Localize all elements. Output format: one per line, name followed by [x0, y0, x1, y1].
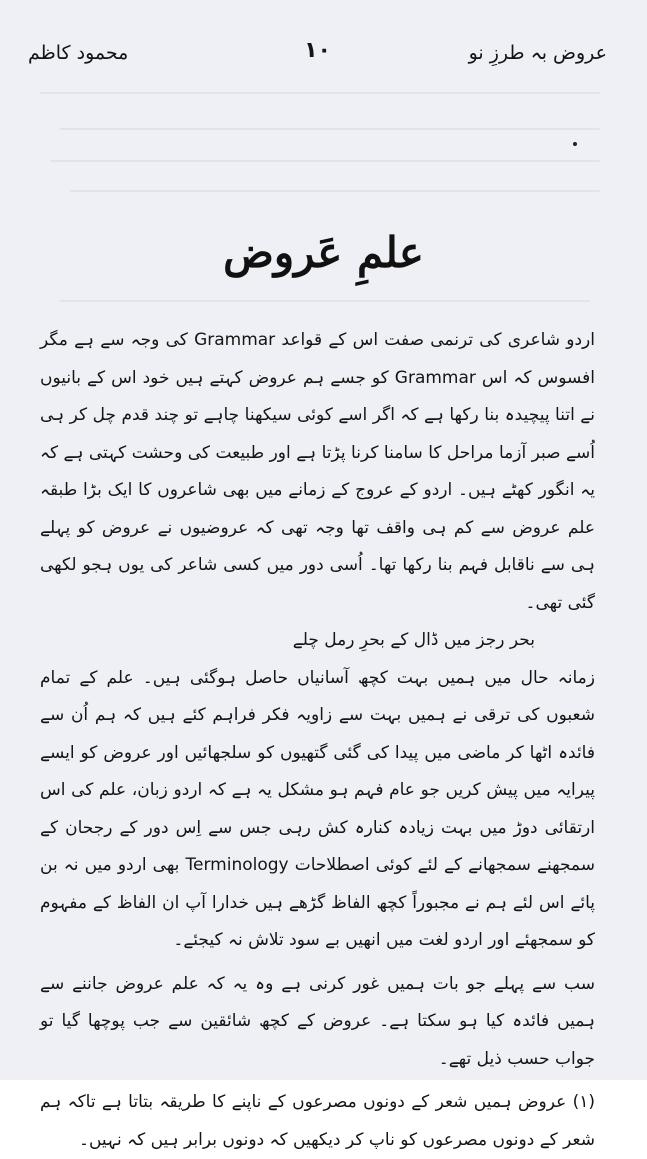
- verse-line: بحر رجز میں ڈال کے بحرِ رمل چلے: [292, 630, 535, 650]
- page-number: ۱۰: [304, 38, 331, 63]
- paragraph: سب سے پہلے جو بات ہمیں غور کرنی ہے وہ یہ کہ علم عروض جاننے سے ہمیں فائدہ کیا ہو سکتا ہے۔ عروض کے کچھ شائقین سے جب پوچھا گیا تو جواب حسب ذیل تھے۔: [40, 973, 595, 1069]
- chapter-title: علمِ عَروض: [223, 228, 424, 277]
- show-through-line: [60, 128, 600, 130]
- show-through-line: [60, 300, 590, 302]
- show-through-line: [40, 92, 600, 94]
- dot-mark: [573, 142, 577, 146]
- page-header: [28, 36, 607, 76]
- show-through-line: [50, 160, 600, 162]
- page-body: [40, 322, 595, 1159]
- paragraph: اردو شاعری کی ترنمی صفت اس کے قواعد Grammar کی وجہ سے ہے مگر افسوس کہ اس Grammar کو جسے ہم عروض کہتے ہیں خود اس کے بانیوں نے اتنا پیچیدہ بنا رکھا ہے کہ اگر اسے کوئی سیکھنا چاہے تو چند قدم چل کر ہی اُسے صبر آزما مراحل کا سامنا کرنا پڑتا ہے اور طبیعت کی وحشت کہتی ہے کہ یہ انگور کھٹے ہیں۔ اردو کے عروج کے زمانے میں بھی شاعروں کا ایک بڑا طبقہ علم عروض سے کم ہی واقف تھا وجہ تھی کہ عروضیوں نے عروض کو پہلے ہی سے ناقابل فہم بنا رکھا تھا۔ اُسی دور میں کسی شاعر کی یوں ہجو لکھی گئی تھی۔: [40, 330, 595, 613]
- book-title: عروض بہ طرزِ نو: [468, 42, 607, 64]
- paragraph: زمانہ حال میں ہمیں بہت کچھ آسانیاں حاصل ہوگئی ہیں۔ علم کے تمام شعبوں کی ترقی نے ہمیں بہت سے زاویہ فکر فراہم کئے ہیں کہ ہم اُن سے فائدہ اٹھا کر ماضی میں پیدا کی گئی گتھیوں کو سلجھائیں اور عروض کو ایسے پیرایہ میں پیش کریں جو عام فہم ہو مشکل یہ ہے کہ اردو زبان، علم کی اس ارتقائی دوڑ میں بہت زیادہ کنارہ کش رہی جس سے اِس دور کے رجحان کے سمجھنے سمجھانے کے لئے کوئی اصطلاحات Terminology بھی اردو میں نہ بن پائے اس لئے ہم نے مجبوراً کچھ الفاظ گڑھے ہیں خدارا آپ ان الفاظ کے مفہوم کو سمجھئے اور اردو لغت میں انھیں بے سود تلاش نہ کیجئے۔: [40, 667, 595, 950]
- show-through-line: [70, 190, 600, 192]
- paragraph: (۱) عروض ہمیں شعر کے دونوں مصرعوں کے ناپنے کا طریقہ بتاتا ہے تاکہ ہم شعر کے دونوں مصرعوں کو ناپ کر دیکھیں کہ دونوں برابر ہیں کہ نہیں۔: [40, 1092, 595, 1150]
- author-name: محمود کاظم: [28, 42, 129, 64]
